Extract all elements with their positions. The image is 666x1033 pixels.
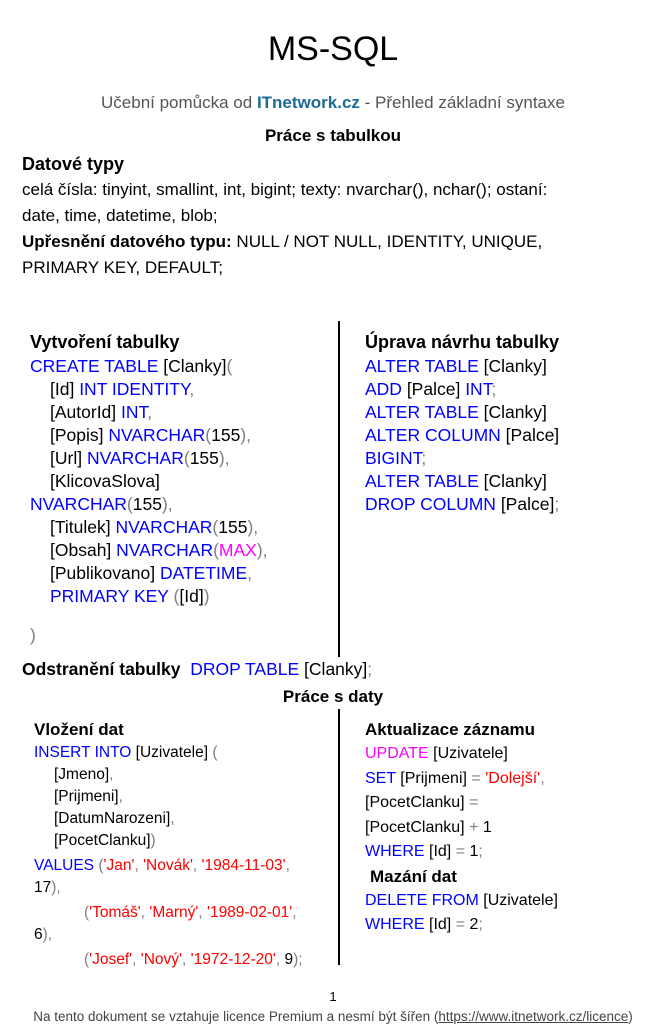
code-line [34, 902, 334, 924]
section-heading-tables: Práce s tabulkou [264, 126, 402, 145]
subtitle-suffix: - Přehled základní syntaxe [359, 93, 565, 112]
license-link[interactable]: https://www.itnetwork.cz/licence [438, 1009, 629, 1024]
text-span: 155 [132, 494, 162, 514]
code-line [34, 855, 334, 877]
sql-punctuation: ( [173, 586, 180, 606]
sql-punctuation: ), [256, 540, 268, 560]
sql-punctuation: , [285, 857, 290, 874]
text-span: 1 [465, 843, 479, 860]
column-divider [338, 321, 340, 657]
text-span: [Prijmeni] [54, 788, 119, 805]
text-span: [Jmeno] [54, 766, 110, 783]
sql-punctuation: ( [213, 540, 219, 560]
sql-punctuation: ), [51, 879, 61, 896]
insert-block [34, 718, 334, 971]
text-span: [Id] [179, 586, 204, 606]
sql-punctuation: ( [84, 904, 90, 921]
text-span: [Popis] [50, 425, 104, 445]
code-line [30, 355, 330, 378]
text-span: [Id] [424, 916, 456, 933]
text-span: 17 [34, 879, 52, 896]
text-span: 155 [211, 425, 241, 445]
text-span: [PocetClanku] [365, 794, 465, 811]
code-line [365, 913, 655, 938]
text-span: NULL / NOT NULL, IDENTITY, UNIQUE, [231, 232, 543, 251]
refine-line [22, 229, 652, 255]
sql-punctuation: ( [205, 425, 212, 445]
sql-punctuation: , [292, 904, 297, 921]
sql-punctuation: , [247, 563, 252, 583]
code-line [365, 401, 655, 424]
sql-string: 'Novák' [143, 857, 193, 874]
text-span: [KlicovaSlova] [50, 471, 160, 491]
sql-punctuation: ; [554, 494, 560, 514]
subtitle-prefix: Učební pomůcka od [101, 93, 257, 112]
sql-punctuation: ( [212, 517, 219, 537]
sql-punctuation: ), [240, 425, 252, 445]
sql-keyword: ALTER TABLE [365, 471, 479, 491]
code-line [365, 424, 655, 447]
sql-punctuation: ; [478, 916, 483, 933]
sql-punctuation: , [198, 904, 207, 921]
sql-punctuation: , [118, 788, 123, 805]
sql-string: 'Jan' [103, 857, 135, 874]
sql-punctuation: = [471, 769, 481, 787]
code-line [365, 791, 655, 816]
sql-keyword: INT IDENTITY [74, 379, 190, 399]
sql-punctuation: ; [491, 379, 497, 399]
sql-punctuation: , [170, 810, 175, 827]
license-footer [0, 1009, 666, 1024]
alter-table-heading: Úprava návrhu tabulky [365, 332, 560, 352]
text-span: [PocetClanku] [54, 832, 151, 849]
code-line [34, 924, 334, 946]
text-span: Na tento dokument se vztahuje licence Premium a nesmí být šířen ( [33, 1009, 439, 1024]
code-line [365, 840, 655, 865]
code-line [30, 401, 330, 424]
text-span: [DatumNarozeni] [54, 810, 171, 827]
sql-keyword: DROP TABLE [190, 659, 300, 679]
data-types-line: celá čísla: tinyint, smallint, int, bigint; texty: nvarchar(), nchar(); ostaní: [22, 180, 548, 199]
insert-heading: Vložení dat [34, 720, 124, 739]
text-span: [Clanky] [478, 471, 547, 491]
text-span: 155 [189, 448, 219, 468]
code-line [34, 764, 334, 786]
text-span: [Palce] [500, 425, 560, 445]
sql-punctuation: ; [478, 843, 483, 860]
sql-string: 'Marný' [149, 904, 199, 921]
text-span: [Id] [50, 379, 75, 399]
sql-keyword: NVARCHAR [30, 494, 127, 514]
text-span: [Clanky] [478, 356, 547, 376]
refine-label: Upřesnění datového typu: [22, 232, 232, 251]
code-line [365, 742, 655, 767]
text-span: [Clanky] [478, 402, 547, 422]
sql-punctuation: ( [212, 744, 218, 761]
code-line [365, 889, 655, 914]
sql-punctuation: , [140, 904, 150, 921]
code-line [34, 877, 334, 899]
sql-keyword: ALTER TABLE [365, 356, 479, 376]
sql-punctuation: , [189, 379, 195, 399]
sql-punctuation: ( [98, 857, 104, 874]
code-line [30, 516, 330, 539]
sql-keyword: ALTER COLUMN [365, 425, 501, 445]
sql-punctuation: = [455, 843, 466, 860]
text-span: 6 [34, 926, 43, 943]
text-span: [AutorId] [50, 402, 117, 422]
text-span: 2 [465, 916, 479, 933]
sql-string: 'Tomáš' [89, 904, 141, 921]
text-span: [Palce] [495, 494, 555, 514]
page-number: 1 [329, 989, 337, 1004]
sql-punctuation: , [132, 951, 141, 968]
sql-keyword: ALTER TABLE [365, 402, 479, 422]
sql-punctuation: ); [293, 951, 303, 968]
sql-punctuation: = [469, 794, 479, 811]
text-span: [Clanky] [299, 659, 368, 679]
code-line [365, 470, 655, 493]
alter-table-block [365, 329, 655, 516]
sql-keyword: VALUES [34, 857, 95, 874]
code-line [365, 378, 655, 401]
text-span: [Uzivatele] [428, 745, 508, 762]
update-block [365, 718, 655, 938]
text-span: 1 [478, 818, 492, 836]
code-line [30, 447, 330, 470]
drop-table-label: Odstranění tabulky [22, 659, 181, 679]
sql-punctuation: ; [367, 659, 373, 679]
sql-punctuation: ), [247, 517, 259, 537]
sql-punctuation: ) [150, 832, 156, 849]
data-types-block [22, 151, 652, 281]
sql-punctuation: ; [421, 448, 427, 468]
sql-keyword: DATETIME [155, 563, 248, 583]
sql-punctuation: , [275, 951, 285, 968]
sql-keyword: ADD [365, 379, 402, 399]
sql-keyword: NVARCHAR [108, 425, 206, 445]
column-divider [338, 709, 340, 965]
text-span: [Titulek] [50, 517, 111, 537]
sql-keyword: WHERE [365, 916, 425, 933]
text-span: [Palce] [401, 379, 461, 399]
sql-punctuation: ), [218, 448, 230, 468]
sql-punctuation: ), [161, 494, 173, 514]
sql-keyword: PRIMARY KEY [50, 586, 169, 606]
delete-heading: Mazání dat [370, 866, 457, 886]
code-line [365, 816, 655, 841]
sql-punctuation: ( [183, 448, 190, 468]
code-line [30, 493, 330, 516]
code-line [30, 624, 330, 647]
sql-punctuation: = [455, 916, 466, 933]
code-line [365, 447, 655, 470]
code-line [365, 355, 655, 378]
sql-punctuation: ) [203, 586, 210, 606]
text-span: 155 [218, 517, 248, 537]
sql-punctuation: ( [226, 356, 233, 376]
refine-line: PRIMARY KEY, DEFAULT; [22, 258, 223, 277]
code-line [30, 539, 330, 562]
page-title: MS-SQL [267, 30, 399, 68]
text-span: [PocetClanku] [365, 818, 465, 836]
sql-function: UPDATE [365, 745, 429, 762]
sql-string: 'Nový' [140, 951, 182, 968]
sql-punctuation: , [134, 857, 144, 874]
sql-punctuation: ), [42, 926, 53, 943]
sql-keyword: DELETE FROM [365, 891, 479, 909]
sql-punctuation: , [147, 402, 153, 422]
update-heading: Aktualizace záznamu [365, 720, 536, 739]
create-table-heading: Vytvoření tabulky [30, 332, 180, 352]
sql-string: 'Josef' [89, 951, 133, 968]
text-span: ) [628, 1009, 633, 1024]
code-line [30, 585, 330, 608]
create-table-block [30, 329, 330, 647]
data-types-line: date, time, datetime, blob; [22, 206, 218, 225]
text-span: [Publikovano] [50, 563, 156, 583]
text-span: [Uzivatele] [131, 744, 213, 761]
code-line [34, 808, 334, 830]
sql-string: '1984-11-03' [201, 857, 286, 874]
text-span: 9 [284, 951, 294, 968]
code-line [34, 830, 334, 852]
text-span: [Url] [50, 448, 83, 468]
sql-punctuation: , [182, 951, 191, 968]
drop-table-line [22, 657, 652, 681]
sql-keyword: NVARCHAR [116, 540, 214, 560]
sql-punctuation: ) [30, 625, 36, 645]
data-types-heading: Datové typy [22, 154, 125, 174]
sql-keyword: INT [460, 379, 492, 399]
code-line [30, 562, 330, 585]
sql-punctuation: + [469, 818, 479, 836]
code-line [30, 378, 330, 401]
sql-keyword: WHERE [365, 843, 425, 860]
code-line [30, 470, 330, 493]
code-line [34, 949, 334, 971]
sql-keyword: INSERT INTO [34, 744, 132, 761]
sql-string: '1989-02-01' [206, 904, 293, 921]
sql-keyword: DROP COLUMN [365, 494, 496, 514]
text-span: [Id] [424, 843, 456, 860]
section-heading-data: Práce s daty [0, 687, 666, 707]
sql-keyword: NVARCHAR [115, 517, 213, 537]
text-span: [Uzivatele] [478, 891, 558, 909]
sql-punctuation: , [109, 766, 114, 783]
text-span: [Clanky] [158, 356, 227, 376]
sql-punctuation: , [540, 769, 545, 787]
sql-function: MAX [218, 540, 257, 560]
subtitle [0, 93, 666, 113]
sql-punctuation: , [192, 857, 202, 874]
sql-keyword: NVARCHAR [86, 448, 184, 468]
code-line [34, 742, 334, 764]
text-span [30, 608, 330, 624]
code-line [30, 424, 330, 447]
code-line [365, 493, 655, 516]
sql-keyword: INT [116, 402, 148, 422]
text-span: [Prijmeni] [395, 769, 472, 787]
sql-keyword: BIGINT [365, 448, 422, 468]
brand-name: ITnetwork.cz [256, 93, 360, 112]
sql-punctuation: ( [126, 494, 133, 514]
sql-punctuation: ( [84, 951, 90, 968]
sql-string: 'Dolejší' [485, 769, 541, 787]
sql-keyword: SET [365, 769, 396, 787]
code-line [34, 786, 334, 808]
sql-keyword: CREATE TABLE [30, 356, 159, 376]
sql-string: '1972-12-20' [190, 951, 276, 968]
code-line [365, 767, 655, 792]
text-span: [Obsah] [50, 540, 112, 560]
